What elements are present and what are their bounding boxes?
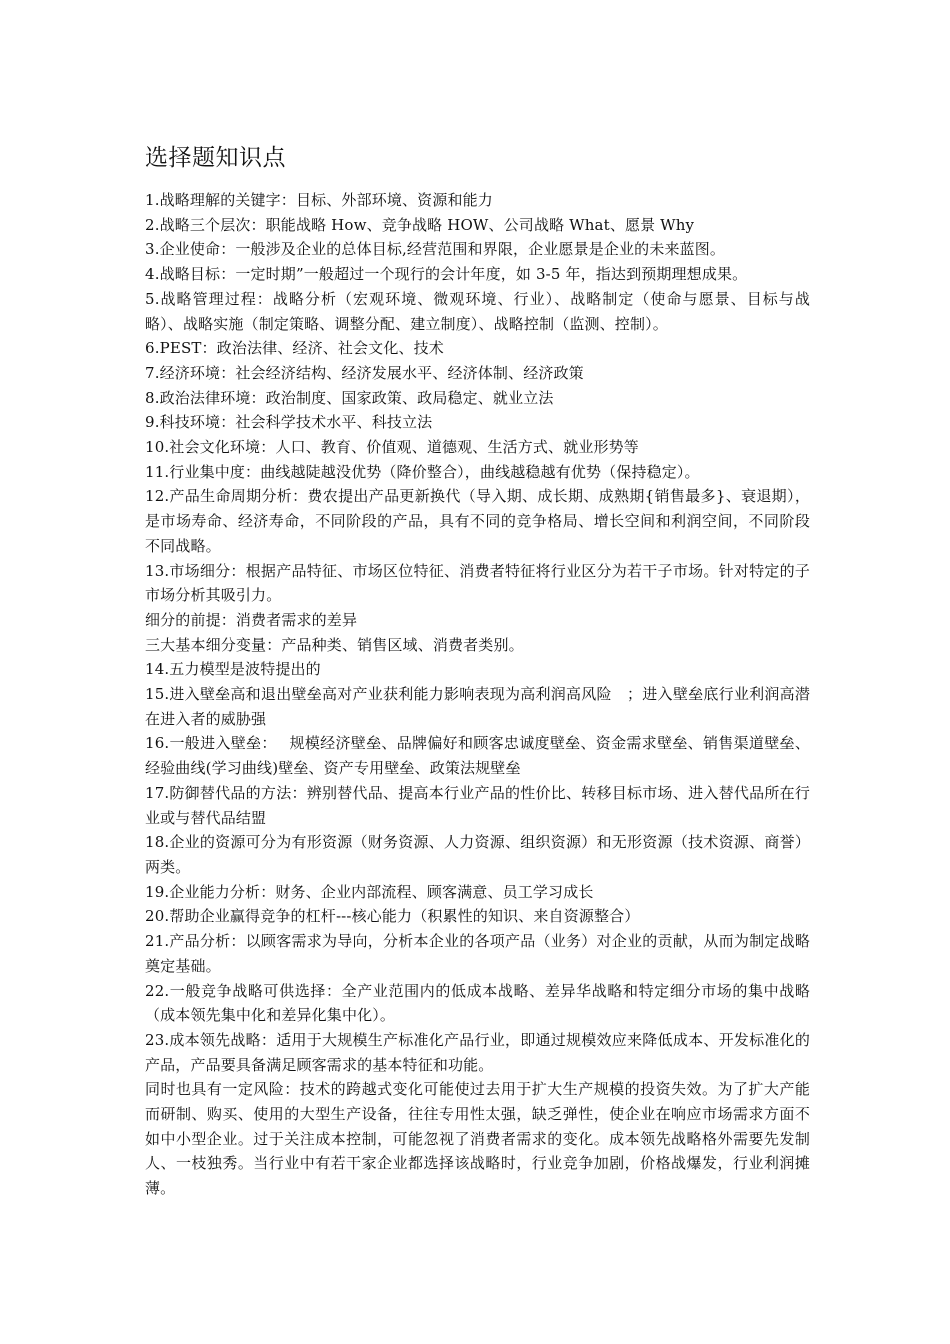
paragraph-10: 10.社会文化环境：人口、教育、价值观、道德观、生活方式、就业形势等 xyxy=(145,438,639,457)
paragraph-15: 15.进入壁垒高和退出壁垒高对产业获利能力影响表现为高利润高风险 ；进入壁垒底行业利润高潜在进入者的威胁强 xyxy=(145,685,810,728)
paragraph-7: 7.经济环境：社会经济结构、经济发展水平、经济体制、经济政策 xyxy=(145,363,584,382)
paragraph-23-risks: 同时也具有一定风险：技术的跨越式变化可能使过去用于扩大生产规模的投资失效。为了扩大产能而研制、购买、使用的大型生产设备，往往专用性太强，缺乏弹性，使企业在响应市场需求方面不如中小型企业。过于关注成本控制，可能忽视了消费者需求的变化。成本领先战略格外需要先发制人、一枝独秀。当行业中有若干家企业都选择该战略时，行业竞争加剧，价格战爆发，行业利润摊薄。 xyxy=(145,1080,810,1198)
paragraph-16: 16.一般进入壁垒： 规模经济壁垒、品牌偏好和顾客忠诚度壁垒、资金需求壁垒、销售渠道壁垒、经验曲线(学习曲线)壁垒、资产专用壁垒、政策法规壁垒 xyxy=(145,734,810,778)
paragraph-17: 17.防御替代品的方法：辨别替代品、提高本行业产品的性价比、转移目标市场、进入替代品所在行业或与替代品结盟 xyxy=(145,783,810,827)
paragraph-13: 13.市场细分：根据产品特征、市场区位特征、消费者特征将行业区分为若干子市场。针对特定的子市场分析其吸引力。 xyxy=(145,561,810,605)
paragraph-4: 4.战略目标：一定时期”一般超过一个现行的会计年度，如 3-5 年，指达到预期理想成果。 xyxy=(145,265,748,284)
paragraph-6: 6.PEST：政治法律、经济、社会文化、技术 xyxy=(145,339,444,358)
paragraph-11: 11.行业集中度：曲线越陡越没优势（降价整合），曲线越稳越有优势（保持稳定）。 xyxy=(145,462,700,481)
paragraph-8: 8.政治法律环境：政治制度、国家政策、政局稳定、就业立法 xyxy=(145,388,554,407)
paragraph-18: 18.企业的资源可分为有形资源（财务资源、人力资源、组织资源）和无形资源（技术资源、商誉）两类。 xyxy=(145,833,810,876)
content-body xyxy=(145,188,810,1201)
paragraph-13-variables: 三大基本细分变量：产品种类、销售区域、消费者类别。 xyxy=(145,635,524,654)
paragraph-1: 1.战略理解的关键字：目标、外部环境、资源和能力 xyxy=(145,191,493,209)
paragraph-13-premise: 细分的前提：消费者需求的差异 xyxy=(145,610,358,629)
paragraph-2: 2.战略三个层次：职能战略 How、竞争战略 HOW、公司战略 What、愿景 Why xyxy=(145,215,695,234)
paragraph-21: 21.产品分析：以顾客需求为导向，分析本企业的各项产品（业务）对企业的贡献，从而为制定战略奠定基础。 xyxy=(145,932,810,975)
paragraph-19: 19.企业能力分析：财务、企业内部流程、顾客满意、员工学习成长 xyxy=(145,882,594,901)
paragraph-3: 3.企业使命：一般涉及企业的总体目标,经营范围和界限，企业愿景是企业的未来蓝图。 xyxy=(145,240,726,259)
paragraph-23: 23.成本领先战略：适用于大规模生产标准化产品行业，即通过规模效应来降低成本、开发标准化的产品，产品要具备满足顾客需求的基本特征和功能。 xyxy=(145,1030,810,1074)
paragraph-9: 9.科技环境：社会科学技术水平、科技立法 xyxy=(145,413,433,432)
paragraph-5: 5.战略管理过程：战略分析（宏观环境、微观环境、行业）、战略制定（使命与愿景、目标与战略）、战略实施（制定策略、调整分配、建立制度）、战略控制（监测、控制）。 xyxy=(145,289,810,333)
paragraph-20: 20.帮助企业赢得竞争的杠杆---核心能力（积累性的知识、来自资源整合） xyxy=(145,907,640,926)
paragraph-14: 14.五力模型是波特提出的 xyxy=(145,660,321,679)
page-title: 选择题知识点 xyxy=(145,145,286,171)
paragraph-12: 12.产品生命周期分析：费农提出产品更新换代（导入期、成长期、成熟期{销售最多}、衰退期），是市场寿命、经济寿命，不同阶段的产品，具有不同的竞争格局、增长空间和利润空间，不同阶段不同战略。 xyxy=(145,487,810,555)
paragraph-22: 22.一般竞争战略可供选择：全产业范围内的低成本战略、差异华战略和特定细分市场的集中战略（成本领先集中化和差异化集中化）。 xyxy=(145,981,810,1025)
